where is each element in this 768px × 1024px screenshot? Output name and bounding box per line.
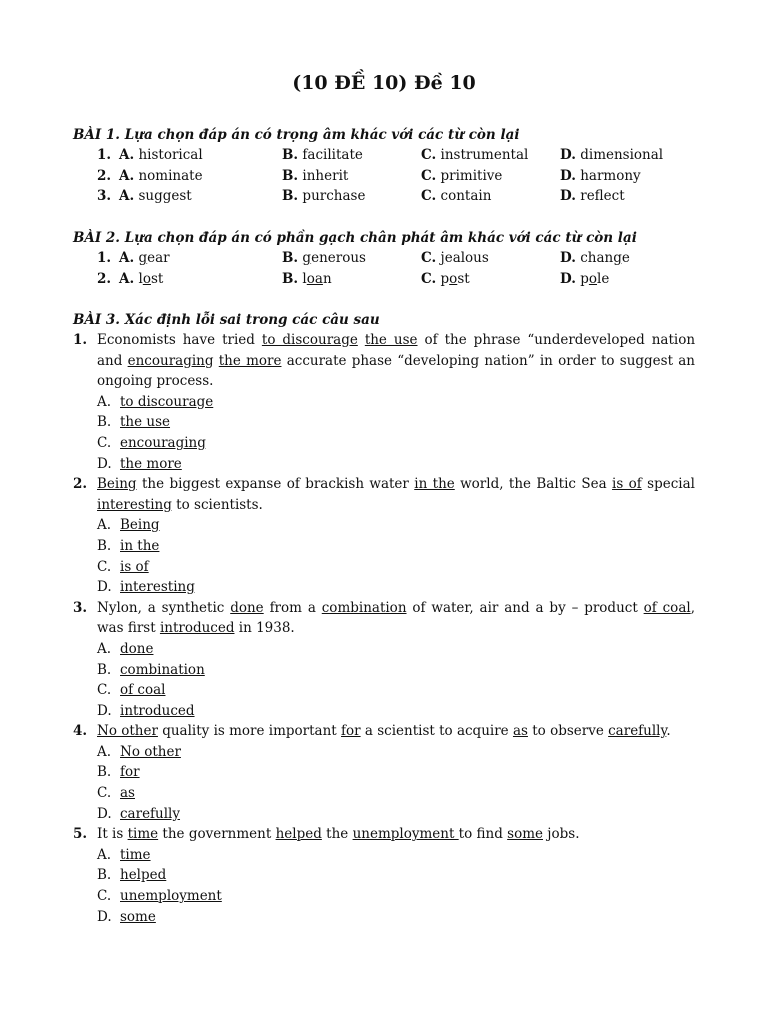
option-letter: C.	[421, 147, 437, 163]
option-text: combination	[120, 661, 205, 678]
option-letter: B.	[97, 537, 112, 554]
option-letter: B.	[282, 250, 299, 266]
option-letter: C.	[97, 682, 112, 699]
question-number: 2.	[97, 270, 112, 287]
option-text: to discourage	[120, 393, 214, 410]
question-text	[97, 721, 695, 742]
option-d	[560, 166, 641, 187]
option-text: primitive	[440, 167, 503, 184]
underlined-phrase: No other	[97, 723, 158, 740]
answer-option	[97, 701, 695, 722]
word-part: e	[621, 250, 630, 266]
option-text: purchase	[302, 188, 366, 205]
underlined-phrase: helped	[275, 826, 322, 843]
option-letter: A.	[97, 846, 112, 863]
underlined-phrase: as	[512, 723, 528, 740]
word-part: p	[580, 270, 589, 287]
option-letter: A.	[119, 270, 135, 287]
option-letter: A.	[119, 147, 135, 163]
text-fragment: Nylon, a synthetic	[97, 599, 231, 616]
option-b	[282, 145, 363, 166]
text-fragment: the biggest expanse of brackish water	[136, 476, 415, 493]
answer-option	[97, 783, 695, 804]
answer-option	[97, 742, 695, 763]
underlined-phrase: combination	[321, 599, 407, 616]
text-fragment: the	[321, 826, 353, 843]
option-letter: C.	[97, 785, 112, 802]
section-2-heading: BÀI 2. Lựa chọn đáp án có phần gạch chân phát âm khác với các từ còn lại	[73, 230, 637, 246]
option-text: inherit	[302, 167, 349, 184]
answer-option	[97, 412, 695, 433]
text-fragment: special	[641, 476, 695, 493]
answer-option	[97, 804, 695, 825]
option-text: reflect	[580, 188, 625, 205]
underlined-phrase: unemployment	[352, 826, 459, 843]
option-text: instrumental	[440, 147, 529, 163]
option-b	[282, 166, 348, 187]
question-number: 2.	[97, 167, 112, 184]
option-d	[560, 248, 630, 269]
option-letter: B.	[282, 167, 299, 184]
option-letter: C.	[421, 167, 437, 184]
answer-option	[97, 557, 695, 578]
option-text: harmony	[580, 167, 641, 184]
underlined-sound: g	[138, 250, 148, 266]
option-letter: C.	[97, 434, 112, 451]
text-fragment: jobs.	[543, 826, 580, 843]
option-letter: B.	[97, 764, 112, 781]
question	[73, 824, 695, 927]
underlined-phrase: of coal	[643, 599, 691, 616]
question	[73, 474, 695, 598]
question-number: 3.	[97, 188, 112, 205]
option-letter: B.	[97, 867, 112, 884]
underlined-sound: o	[449, 270, 458, 287]
answer-option	[97, 865, 695, 886]
option-text: nominate	[138, 167, 203, 184]
answer-option	[97, 907, 695, 928]
option-letter: B.	[282, 188, 299, 205]
answer-option	[97, 392, 695, 413]
option-text: carefully	[120, 805, 181, 822]
option-c	[421, 166, 502, 187]
option-text: time	[120, 846, 151, 863]
underlined-phrase: the more	[218, 352, 282, 369]
option-text: for	[120, 764, 140, 781]
option-a	[119, 248, 170, 269]
option-letter: D.	[97, 455, 112, 472]
text-fragment: a scientist to acquire	[360, 723, 513, 740]
underlined-sound: o	[142, 270, 151, 287]
option-text: some	[120, 908, 156, 925]
option-letter: D.	[560, 188, 576, 205]
underlined-sound: j	[440, 250, 445, 266]
question-number: 1.	[97, 147, 112, 163]
option-a	[119, 186, 192, 207]
option-text: the use	[120, 414, 171, 431]
option-text: facilitate	[302, 147, 363, 163]
word-part: p	[440, 270, 450, 287]
option-letter: D.	[560, 250, 576, 266]
option-text: historical	[138, 147, 203, 163]
answer-option	[97, 433, 695, 454]
option-letter: B.	[97, 414, 112, 431]
option-text: dimensional	[580, 147, 664, 163]
text-fragment: Economists have tried	[97, 332, 262, 348]
answer-option	[97, 660, 695, 681]
option-text: introduced	[120, 702, 195, 719]
underlined-sound: o	[588, 270, 598, 287]
answer-option	[97, 886, 695, 907]
text-fragment: to scientists.	[171, 496, 263, 513]
option-text: done	[120, 640, 154, 657]
word-part: st	[457, 270, 470, 287]
underlined-phrase: time	[127, 826, 159, 843]
option-text: as	[120, 785, 135, 802]
option-letter: D.	[97, 908, 112, 925]
underlined-phrase: encouraging	[127, 352, 214, 369]
option-text: contain	[440, 188, 492, 205]
option-letter: C.	[421, 250, 437, 266]
option-text: Being	[120, 517, 160, 534]
answer-option	[97, 454, 695, 475]
answer-option	[97, 639, 695, 660]
option-letter: D.	[97, 579, 112, 596]
text-fragment: of the phrase “underdeveloped nation and	[97, 332, 696, 369]
option-text: in the	[120, 537, 160, 554]
underlined-phrase: carefully	[608, 723, 667, 740]
question-text	[97, 598, 695, 639]
option-letter: D.	[560, 147, 576, 163]
answer-option	[97, 577, 695, 598]
underlined-phrase: is of	[612, 476, 642, 493]
option-letter: A.	[119, 188, 135, 205]
question	[73, 598, 695, 722]
option-d	[560, 145, 663, 166]
option-text: unemployment	[120, 888, 222, 905]
text-fragment: the government	[158, 826, 276, 843]
option-d	[560, 269, 609, 290]
question-number: 5.	[73, 826, 88, 843]
question-number: 2.	[73, 476, 88, 493]
underlined-phrase: in the	[414, 476, 455, 493]
option-c	[421, 186, 491, 207]
section-3-questions	[73, 330, 695, 927]
underlined-phrase: interesting	[97, 496, 172, 513]
option-letter: A.	[97, 517, 112, 534]
word-part: ealous	[444, 250, 489, 266]
option-a	[119, 269, 163, 290]
question-text	[97, 474, 695, 515]
option-letter: A.	[119, 250, 135, 266]
option-c	[421, 269, 470, 290]
option-text: the more	[120, 455, 182, 472]
option-d	[560, 186, 625, 207]
option-text: encouraging	[120, 434, 206, 451]
option-letter: D.	[97, 702, 112, 719]
option-letter: D.	[97, 805, 112, 822]
text-fragment: from a	[263, 599, 322, 616]
question-number: 1.	[73, 332, 88, 348]
underlined-sound: g	[302, 250, 312, 266]
underlined-phrase: Being	[97, 476, 137, 493]
word-part: le	[597, 270, 610, 287]
option-letter: A.	[97, 743, 112, 760]
answer-option	[97, 536, 695, 557]
option-letter: C.	[97, 888, 112, 905]
word-part: st	[150, 270, 164, 287]
option-letter: A.	[119, 167, 135, 184]
underlined-phrase: introduced	[159, 620, 235, 637]
text-fragment: It is	[97, 826, 128, 843]
option-letter: D.	[560, 167, 576, 184]
underlined-phrase: the use	[364, 332, 418, 348]
answer-option	[97, 762, 695, 783]
text-fragment: to observe	[527, 723, 609, 740]
option-a	[119, 145, 203, 166]
option-b	[282, 269, 332, 290]
option-letter: B.	[282, 270, 299, 287]
text-fragment: world, the Baltic Sea	[454, 476, 613, 493]
option-letter: B.	[97, 661, 112, 678]
option-c	[421, 145, 528, 166]
option-letter: A.	[97, 640, 112, 657]
text-fragment: of water, air and a by – product	[406, 599, 644, 616]
underlined-phrase: to discourage	[261, 332, 358, 348]
question-text	[97, 330, 695, 392]
option-text: of coal	[120, 682, 166, 699]
text-fragment: accurate phase “developing nation” in order to suggest an ongoing process.	[97, 352, 695, 390]
text-fragment: , was first	[97, 599, 695, 637]
underlined-sound: oa	[306, 270, 323, 287]
answer-option	[97, 845, 695, 866]
question-number: 3.	[73, 599, 88, 616]
option-letter: B.	[282, 147, 299, 163]
section-1-heading: BÀI 1. Lựa chọn đáp án có trọng âm khác với các từ còn lại	[73, 127, 520, 143]
word-part: l	[138, 270, 143, 287]
option-text: No other	[120, 743, 181, 760]
option-c	[421, 248, 489, 269]
page-title: (10 ĐỀ 10) Đề 10	[292, 72, 476, 94]
option-text: suggest	[138, 188, 192, 205]
word-part: n	[322, 270, 332, 287]
underlined-phrase: some	[507, 826, 544, 843]
question-text	[97, 824, 695, 845]
option-letter: A.	[97, 393, 112, 410]
underlined-phrase: for	[341, 723, 361, 740]
option-a	[119, 166, 203, 187]
option-b	[282, 186, 365, 207]
word-part: l	[302, 270, 307, 287]
underlined-sound: g	[613, 250, 622, 266]
section-3-heading: BÀI 3. Xác định lỗi sai trong các câu sau	[73, 312, 380, 328]
underlined-phrase: done	[230, 599, 264, 616]
text-fragment: in 1938.	[234, 620, 295, 637]
word-part: ear	[147, 250, 170, 266]
option-letter: C.	[421, 270, 437, 287]
text-fragment: to find	[458, 826, 508, 843]
option-text: helped	[120, 867, 167, 884]
option-text: is of	[120, 558, 149, 575]
text-fragment	[358, 332, 365, 348]
question	[73, 721, 695, 824]
option-letter: C.	[421, 188, 437, 205]
option-letter: D.	[560, 270, 576, 287]
word-part: chan	[580, 250, 614, 266]
answer-option	[97, 680, 695, 701]
option-letter: C.	[97, 558, 112, 575]
option-b	[282, 248, 366, 269]
option-text: interesting	[120, 579, 195, 596]
question-number: 1.	[97, 250, 112, 266]
answer-option	[97, 515, 695, 536]
word-part: enerous	[311, 250, 366, 266]
question	[73, 330, 695, 474]
question-number: 4.	[73, 723, 88, 740]
text-fragment: quality is more important	[157, 723, 342, 740]
text-fragment: .	[666, 723, 671, 740]
